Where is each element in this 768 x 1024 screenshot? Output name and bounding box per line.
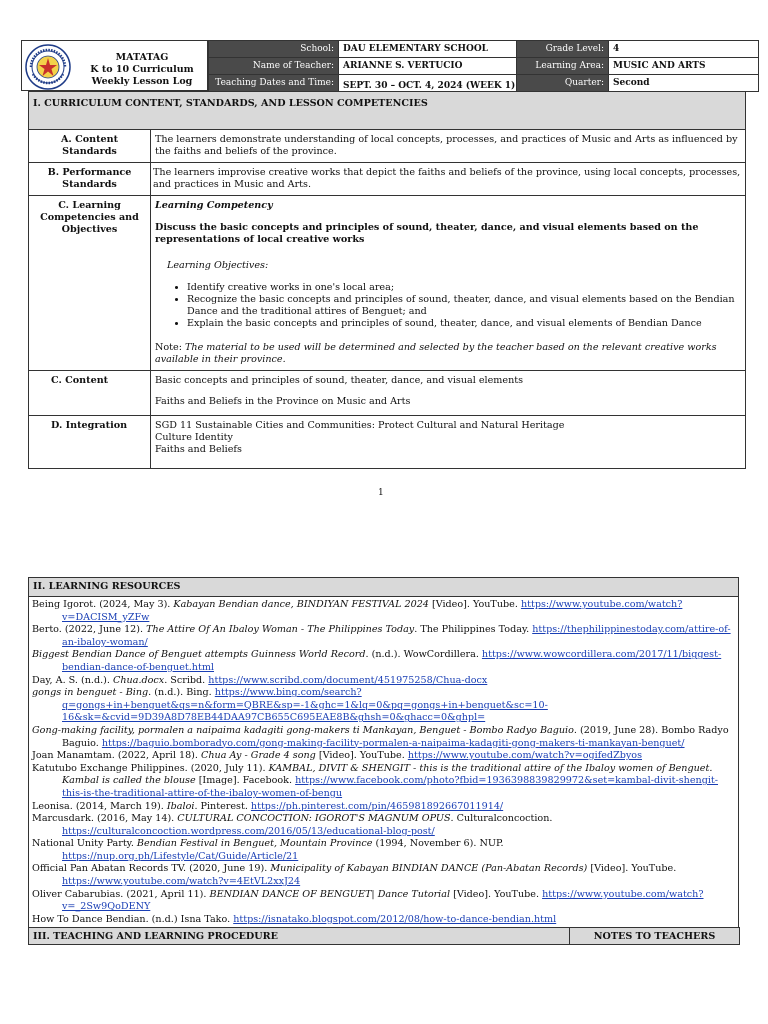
reference-source: . Culturalconcoction.	[450, 813, 553, 825]
reference-title: Ibaloi	[166, 800, 195, 812]
note	[155, 342, 741, 366]
reference-item	[32, 801, 735, 814]
reference-source: . (n.d.). WowCordillera.	[365, 649, 482, 661]
title-line-3: Weekly Lesson Log	[91, 76, 193, 87]
reference-title: The Attire Of An Ibaloy Woman - The Philippines Today	[146, 624, 415, 636]
area-label: Learning Area:	[517, 58, 609, 75]
notes-to-teachers-heading: NOTES TO TEACHERS	[570, 928, 740, 945]
reference-link[interactable]: https://www.youtube.com/watch?v=4EtVL2xxJ24	[62, 876, 301, 888]
reference-item	[32, 675, 735, 688]
reference-title: KAMBAL, DIVIT & SHENGIT - this is the traditional attire of the Ibaloy women of Benguet. Kambal is called the blouse	[62, 762, 713, 787]
reference-item	[32, 649, 735, 674]
title-line-2: K to 10 Curriculum	[90, 64, 194, 75]
reference-link[interactable]: https://nup.org.ph/Lifestyle/Cat/Guide/Article/21	[62, 850, 299, 862]
objective-item: • Identify creative works in one's local area;	[187, 282, 741, 294]
reference-title: Kabayan Bendian dance, BINDIYAN FESTIVAL 2024	[173, 599, 429, 610]
reference-link[interactable]: https://www.youtube.com/watch?v=ogifedZbyos	[407, 750, 643, 762]
reference-prefix: Leonisa. (2014, March 19).	[32, 800, 167, 812]
section1-heading: I. CURRICULUM CONTENT, STANDARDS, AND LESSON COMPETENCIES	[29, 92, 746, 130]
reference-item	[32, 599, 735, 624]
section-teaching-procedure	[28, 927, 740, 945]
section-curriculum-table	[28, 91, 746, 469]
reference-source: [Image]. Facebook.	[195, 775, 296, 787]
content-cell	[151, 371, 746, 416]
performance-standards-label: B. Performance Standards	[29, 163, 151, 196]
reference-link[interactable]: https://isnatako.blogspot.com/2012/08/how-to-dance-bendian.html	[233, 913, 557, 925]
reference-item	[32, 889, 735, 914]
reference-item	[32, 838, 735, 863]
objectives-list	[155, 282, 741, 330]
reference-link[interactable]: https://culturalconcoction.wordpress.com/2016/05/13/educational-blog-post/	[62, 825, 435, 837]
school-value: DAU ELEMENTARY SCHOOL	[339, 41, 517, 58]
reference-item	[32, 914, 735, 927]
integration-line: Culture Identity	[155, 432, 233, 443]
reference-title: Chua Ay - Grade 4 song	[201, 750, 316, 762]
integration-label: D. Integration	[29, 416, 151, 469]
reference-link[interactable]: https://www.scribd.com/document/451975258/Chua-docx	[208, 674, 488, 686]
reference-prefix: Katutubo Exchange Philippines. (2020, July 11).	[32, 762, 269, 774]
reference-item	[32, 813, 735, 838]
reference-prefix: Official Pan Abatan Records TV. (2020, June 19).	[32, 863, 271, 875]
reference-prefix: National Unity Party.	[32, 838, 137, 850]
competencies-cell	[151, 196, 746, 371]
quarter-value: Second	[609, 75, 759, 92]
reference-title: Municipality of Kabayan BINDIAN DANCE (Pan-Abatan Records)	[270, 863, 588, 875]
reference-item	[32, 750, 735, 763]
reference-link[interactable]: https://www.youtube.com/watch?v=_2Sw9QoDENY	[62, 888, 704, 913]
objective-item: • Recognize the basic concepts and principles of sound, theater, dance, and visual elements based on the Bendian Dance and the traditional attires of Benguet; and	[187, 294, 741, 318]
header-title	[76, 52, 208, 88]
header-logo-cell	[21, 40, 208, 91]
header	[21, 40, 768, 91]
reference-source: [Video]. YouTube.	[428, 599, 521, 610]
reference-title: gongs in benguet - Bing	[32, 687, 149, 699]
reference-source: . Pinterest.	[194, 800, 251, 812]
reference-source: . The Philippines Today.	[414, 624, 533, 636]
integration-cell	[151, 416, 746, 469]
reference-prefix: Oliver Cabarubias. (2021, April 11).	[32, 888, 210, 900]
reference-prefix: Being Igorot. (2024, May 3).	[32, 599, 174, 610]
reference-source: . (2019, June 28). Bombo Radyo Baguio.	[62, 724, 729, 749]
reference-prefix: Joan Manamtam. (2022, April 18).	[32, 750, 202, 762]
grade-value: 4	[609, 41, 759, 58]
reference-item	[32, 687, 735, 725]
teacher-value: ARIANNE S. VERTUCIO	[339, 58, 517, 75]
objective-item: • Explain the basic concepts and principles of sound, theater, dance, and visual elements of Bendian Dance	[187, 318, 741, 330]
area-value: MUSIC AND ARTS	[609, 58, 759, 75]
section-learning-resources	[28, 577, 739, 933]
note-text: The material to be used will be determined and selected by the teacher based on the relevant creative works available in their province.	[155, 342, 717, 365]
note-label: Note:	[155, 342, 185, 353]
reference-link[interactable]: https://www.wowcordillera.com/2017/11/biggest- bendian-dance-of-benguet.html	[62, 649, 722, 673]
content-line-1: Basic concepts and principles of sound, theater, dance, and visual elements	[155, 375, 524, 386]
reference-link[interactable]: https://ph.pinterest.com/pin/465981892667011914/	[250, 800, 504, 812]
competency-main: Discuss the basic concepts and principles of sound, theater, dance, and visual elements based on the representations of local creative works	[155, 222, 699, 245]
header-info-table	[208, 40, 759, 92]
reference-source: . (n.d.). Bing.	[148, 687, 215, 699]
reference-item	[32, 763, 735, 801]
title-line-1: MATATAG	[115, 52, 169, 63]
section2-heading: II. LEARNING RESOURCES	[29, 578, 738, 597]
integration-line: Faiths and Beliefs	[155, 444, 242, 455]
reference-title: Bendian Festival in Benguet, Mountain Province	[136, 838, 373, 850]
section3-heading: III. TEACHING AND LEARNING PROCEDURE	[29, 928, 570, 945]
content-line-2: Faiths and Beliefs in the Province on Music and Arts	[155, 396, 411, 407]
reference-item	[32, 725, 735, 750]
school-label: School:	[209, 41, 339, 58]
reference-source: (1994, November 6). NUP.	[372, 838, 504, 850]
content-standards-text: The learners demonstrate understanding of local concepts, processes, and practices of Music and Arts as influenced by the faiths and beliefs of the province.	[151, 130, 746, 163]
quarter-label: Quarter:	[517, 75, 609, 92]
reference-link[interactable]: https://baguio.bomboradyo.com/gong-making-facility-pormalen-a-naipaima-kadagiti-gong-makers-ti-mankayan-benguet/	[101, 737, 685, 749]
reference-title: Gong-making facility, pormalen a naipaima kadagiti gong-makers ti Mankayan, Benguet - Bombo Radyo Baguio	[32, 724, 574, 736]
page-number: 1	[378, 488, 384, 498]
objectives-heading: Learning Objectives:	[167, 260, 269, 271]
reference-source: [Video]. YouTube.	[450, 888, 543, 900]
reference-list	[29, 597, 738, 932]
dates-value: SEPT. 30 – OCT. 4, 2024 (WEEK 1)	[339, 75, 517, 92]
deped-seal-icon	[25, 44, 71, 90]
reference-title: BENDIAN DANCE OF BENGUET| Dance Tutorial	[209, 888, 451, 900]
reference-item	[32, 863, 735, 888]
content-label: C. Content	[29, 371, 151, 416]
reference-prefix: Day, A. S. (n.d.).	[32, 674, 114, 686]
teacher-label: Name of Teacher:	[209, 58, 339, 75]
reference-link[interactable]: https://www.bing.com/search?q=gongs+in+benguet&qs=n&form=QBRE&sp=-1&ghc=1&lq=0&pq=gongs+in+benguet&sc=10-16&sk=&cvid=9D39A8D78EB44DAA97CB655C695EAE8B&ghsh=0&ghacc=0&ghpl=	[62, 687, 548, 724]
reference-source: [Video]. YouTube.	[587, 863, 677, 875]
reference-link[interactable]: https://www.facebook.com/photo?fbid=1936398839829972&set=kambal-divit-shengit-this-is-the-traditional-attire-of-the-ibaloy-women-of-bengu	[62, 775, 719, 799]
reference-link[interactable]: https://www.youtube.com/watch?v=DACISM_yZFw	[62, 599, 683, 623]
reference-source: . Scribd.	[164, 674, 209, 686]
reference-title: Chua.docx	[113, 674, 165, 686]
grade-label: Grade Level:	[517, 41, 609, 58]
reference-title: Biggest Bendian Dance of Benguet attempts Guinness World Record	[32, 649, 366, 661]
reference-prefix: How To Dance Bendian. (n.d.) Isna Tako.	[32, 913, 234, 925]
reference-title: CULTURAL CONCOCTION: IGOROT'S MAGNUM OPUS	[177, 813, 451, 825]
reference-source: [Video]. YouTube.	[315, 750, 408, 762]
content-standards-label: A. Content Standards	[29, 130, 151, 163]
integration-line: SGD 11 Sustainable Cities and Communities: Protect Cultural and Natural Heritage	[155, 420, 565, 431]
dates-label: Teaching Dates and Time:	[209, 75, 339, 92]
performance-standards-text: The learners improvise creative works that depict the faiths and beliefs of the province, using local concepts, processes, and practices in Music and Arts.	[151, 163, 746, 196]
reference-prefix: Berto. (2022, June 12).	[32, 624, 147, 636]
competencies-label: C. Learning Competencies and Objectives	[29, 196, 151, 371]
competency-title: Learning Competency	[155, 200, 273, 211]
reference-prefix: Marcusdark. (2016, May 14).	[32, 813, 178, 825]
reference-item	[32, 624, 735, 649]
reference-link[interactable]: https://thephilippinestoday.com/attire-of-an-ibaloy-woman/	[62, 624, 731, 648]
